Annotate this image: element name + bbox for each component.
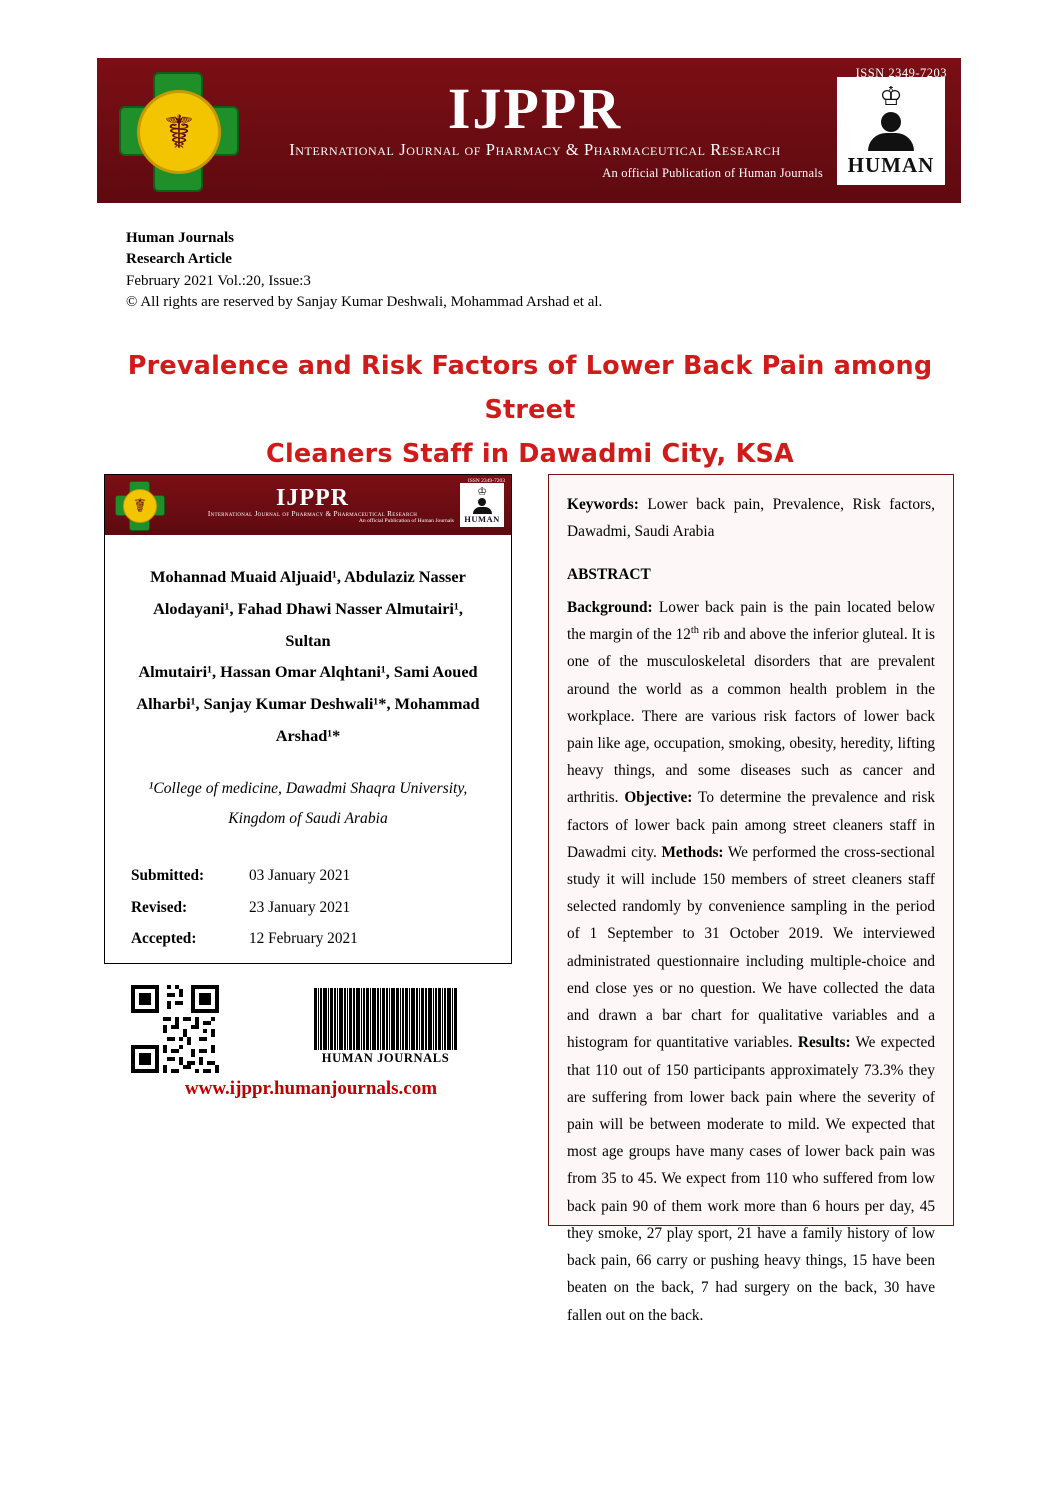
qr-code-icon (131, 985, 219, 1073)
person-head-icon (881, 112, 901, 132)
affiliation-line-1: ¹College of medicine, Dawadmi Shaqra University, (148, 779, 468, 797)
meta-publisher: Human Journals (126, 230, 234, 246)
methods-label: Methods: (661, 843, 724, 861)
card-journal-banner (105, 475, 511, 535)
page-title-line-2: Cleaners Staff in Dawadmi City, KSA (266, 438, 794, 469)
date-row-revised (131, 892, 511, 923)
journal-tagline: An official Publication of Human Journals (602, 166, 823, 180)
caduceus-icon: ☤ (137, 90, 221, 174)
date-label-revised: Revised: (131, 898, 188, 916)
card-person-head-icon (478, 498, 486, 506)
page-title-line-1: Prevalence and Risk Factors of Lower Back Pain among Street (127, 351, 933, 425)
barcode-bars-icon (283, 988, 488, 1050)
date-value-submitted: 03 January 2021 (249, 867, 351, 885)
human-journals-logo-icon (837, 77, 945, 185)
card-ijppr-logo-icon (113, 479, 165, 531)
journal-full-name: International Journal of Pharmacy & Pharmaceutical Research (289, 140, 781, 159)
abstract-heading: ABSTRACT (567, 565, 651, 583)
affiliation-line-2: Kingdom of Saudi Arabia (228, 810, 388, 827)
publication-meta (126, 228, 602, 313)
human-label: HUMAN (847, 152, 935, 177)
author-line-3: Almutairi¹, Hassan Omar Alqhtani¹, Sami Aoued (138, 662, 478, 682)
objective-label: Objective: (624, 789, 693, 807)
date-value-accepted: 12 February 2021 (249, 930, 358, 948)
date-value-revised: 23 January 2021 (249, 898, 351, 916)
date-label-submitted: Submitted: (131, 867, 205, 885)
card-person-body-icon (473, 507, 492, 514)
affiliation (141, 774, 475, 835)
meta-article-type: Research Article (126, 251, 232, 268)
banner-text-block (243, 76, 837, 181)
keywords-label: Keywords: (567, 496, 639, 513)
author-line-1: Mohannad Muaid Aljuaid¹, Abdulaziz Nasser (150, 567, 466, 586)
card-banner-text (165, 486, 460, 524)
barcode (283, 988, 488, 1066)
author-line-5: Arshad¹* (275, 725, 341, 745)
abstract-body (567, 594, 935, 1329)
card-journal-tagline: An official Publication of Human Journals (358, 518, 454, 524)
submission-dates (131, 860, 511, 954)
author-line-2: Alodayani¹, Fahad Dhawi Nasser Almutairi¹, Sultan (153, 598, 463, 650)
card-journal-acronym: IJPPR (276, 485, 349, 511)
objective-text: To determine the prevalence and risk factors of lower back pain among street cleaners staff in Dawadmi city. (567, 789, 935, 861)
keywords-text: Lower back pain, Prevalence, Risk factors, Dawadmi, Saudi Arabia (567, 496, 935, 541)
ijppr-logo-icon (113, 66, 243, 196)
crown-icon: ♔ (879, 81, 903, 112)
card-journal-full-name: International Journal of Pharmacy & Pharmaceutical Research (207, 510, 418, 518)
card-issn-text: ISSN 2349-7203 (467, 478, 505, 484)
authors-card (104, 474, 512, 964)
card-human-logo-icon (460, 483, 504, 527)
date-row-accepted (131, 923, 511, 954)
date-label-accepted: Accepted: (131, 930, 197, 948)
methods-text: We performed the cross-sectional study it will include 150 members of street cleaners staff selected randomly by convenience sampling in the period of 1 September to 31 October 2019. We interviewed administrated questionnaire including multiple-choice and end close yes or no question. We have collected the data and drawn a bar chart for qualitative variables and a histogram for quantitative variables. (567, 843, 936, 1052)
person-body-icon (868, 133, 914, 151)
page-title (110, 345, 950, 477)
barcode-label: HUMAN JOURNALS (321, 1051, 450, 1065)
date-row-submitted (131, 860, 511, 891)
author-line-4: Alharbi¹, Sanjay Kumar Deshwali¹*, Mohammad (136, 694, 480, 714)
keywords-block (567, 491, 935, 546)
results-text: We expected that 110 out of 150 participants approximately 73.3% they are suffering from lower back pain where the severity of pain will be between moderate to mild. We expected that most age groups have many cases of lower back pain was from 35 to 45. We expect from 110 who suffered from low back pain 90 of them work more than 6 hours per day, 45 they smoke, 27 play sport, 21 have a family history of low back pain, 66 carry or pushing heavy things, 15 have been beaten on the back, 7 had surgery on the back, 30 have fallen out on the back. (567, 1034, 935, 1324)
issn-text: ISSN 2349-7203 (855, 66, 947, 80)
background-label: Background: (567, 598, 653, 616)
meta-issue: February 2021 Vol.:20, Issue:3 (126, 272, 311, 289)
background-text: Lower back pain is the pain located below the margin of the 12th rib and above the inferior gluteal. It is one of the musculoskeletal disorders that are prevalent around the world as a common health problem in the workplace. There are various risk factors of lower back pain like age, occupation, smoking, obesity, heredity, lifting heavy things, and some diseases such as cancer and arthritis. (567, 598, 936, 807)
journal-website-link[interactable]: www.ijppr.humanjournals.com (184, 1078, 438, 1099)
card-crown-icon: ♔ (477, 485, 487, 498)
journal-header-banner (97, 58, 961, 203)
card-human-label: HUMAN (464, 514, 500, 524)
card-caduceus-icon: ☤ (123, 489, 157, 523)
abstract-panel (548, 474, 954, 1324)
meta-copyright: © All rights are reserved by Sanjay Kumar Deshwali, Mohammad Arshad et al. (126, 293, 603, 310)
results-label: Results: (797, 1034, 851, 1052)
journal-acronym: IJPPR (447, 76, 623, 141)
author-list (131, 561, 485, 752)
